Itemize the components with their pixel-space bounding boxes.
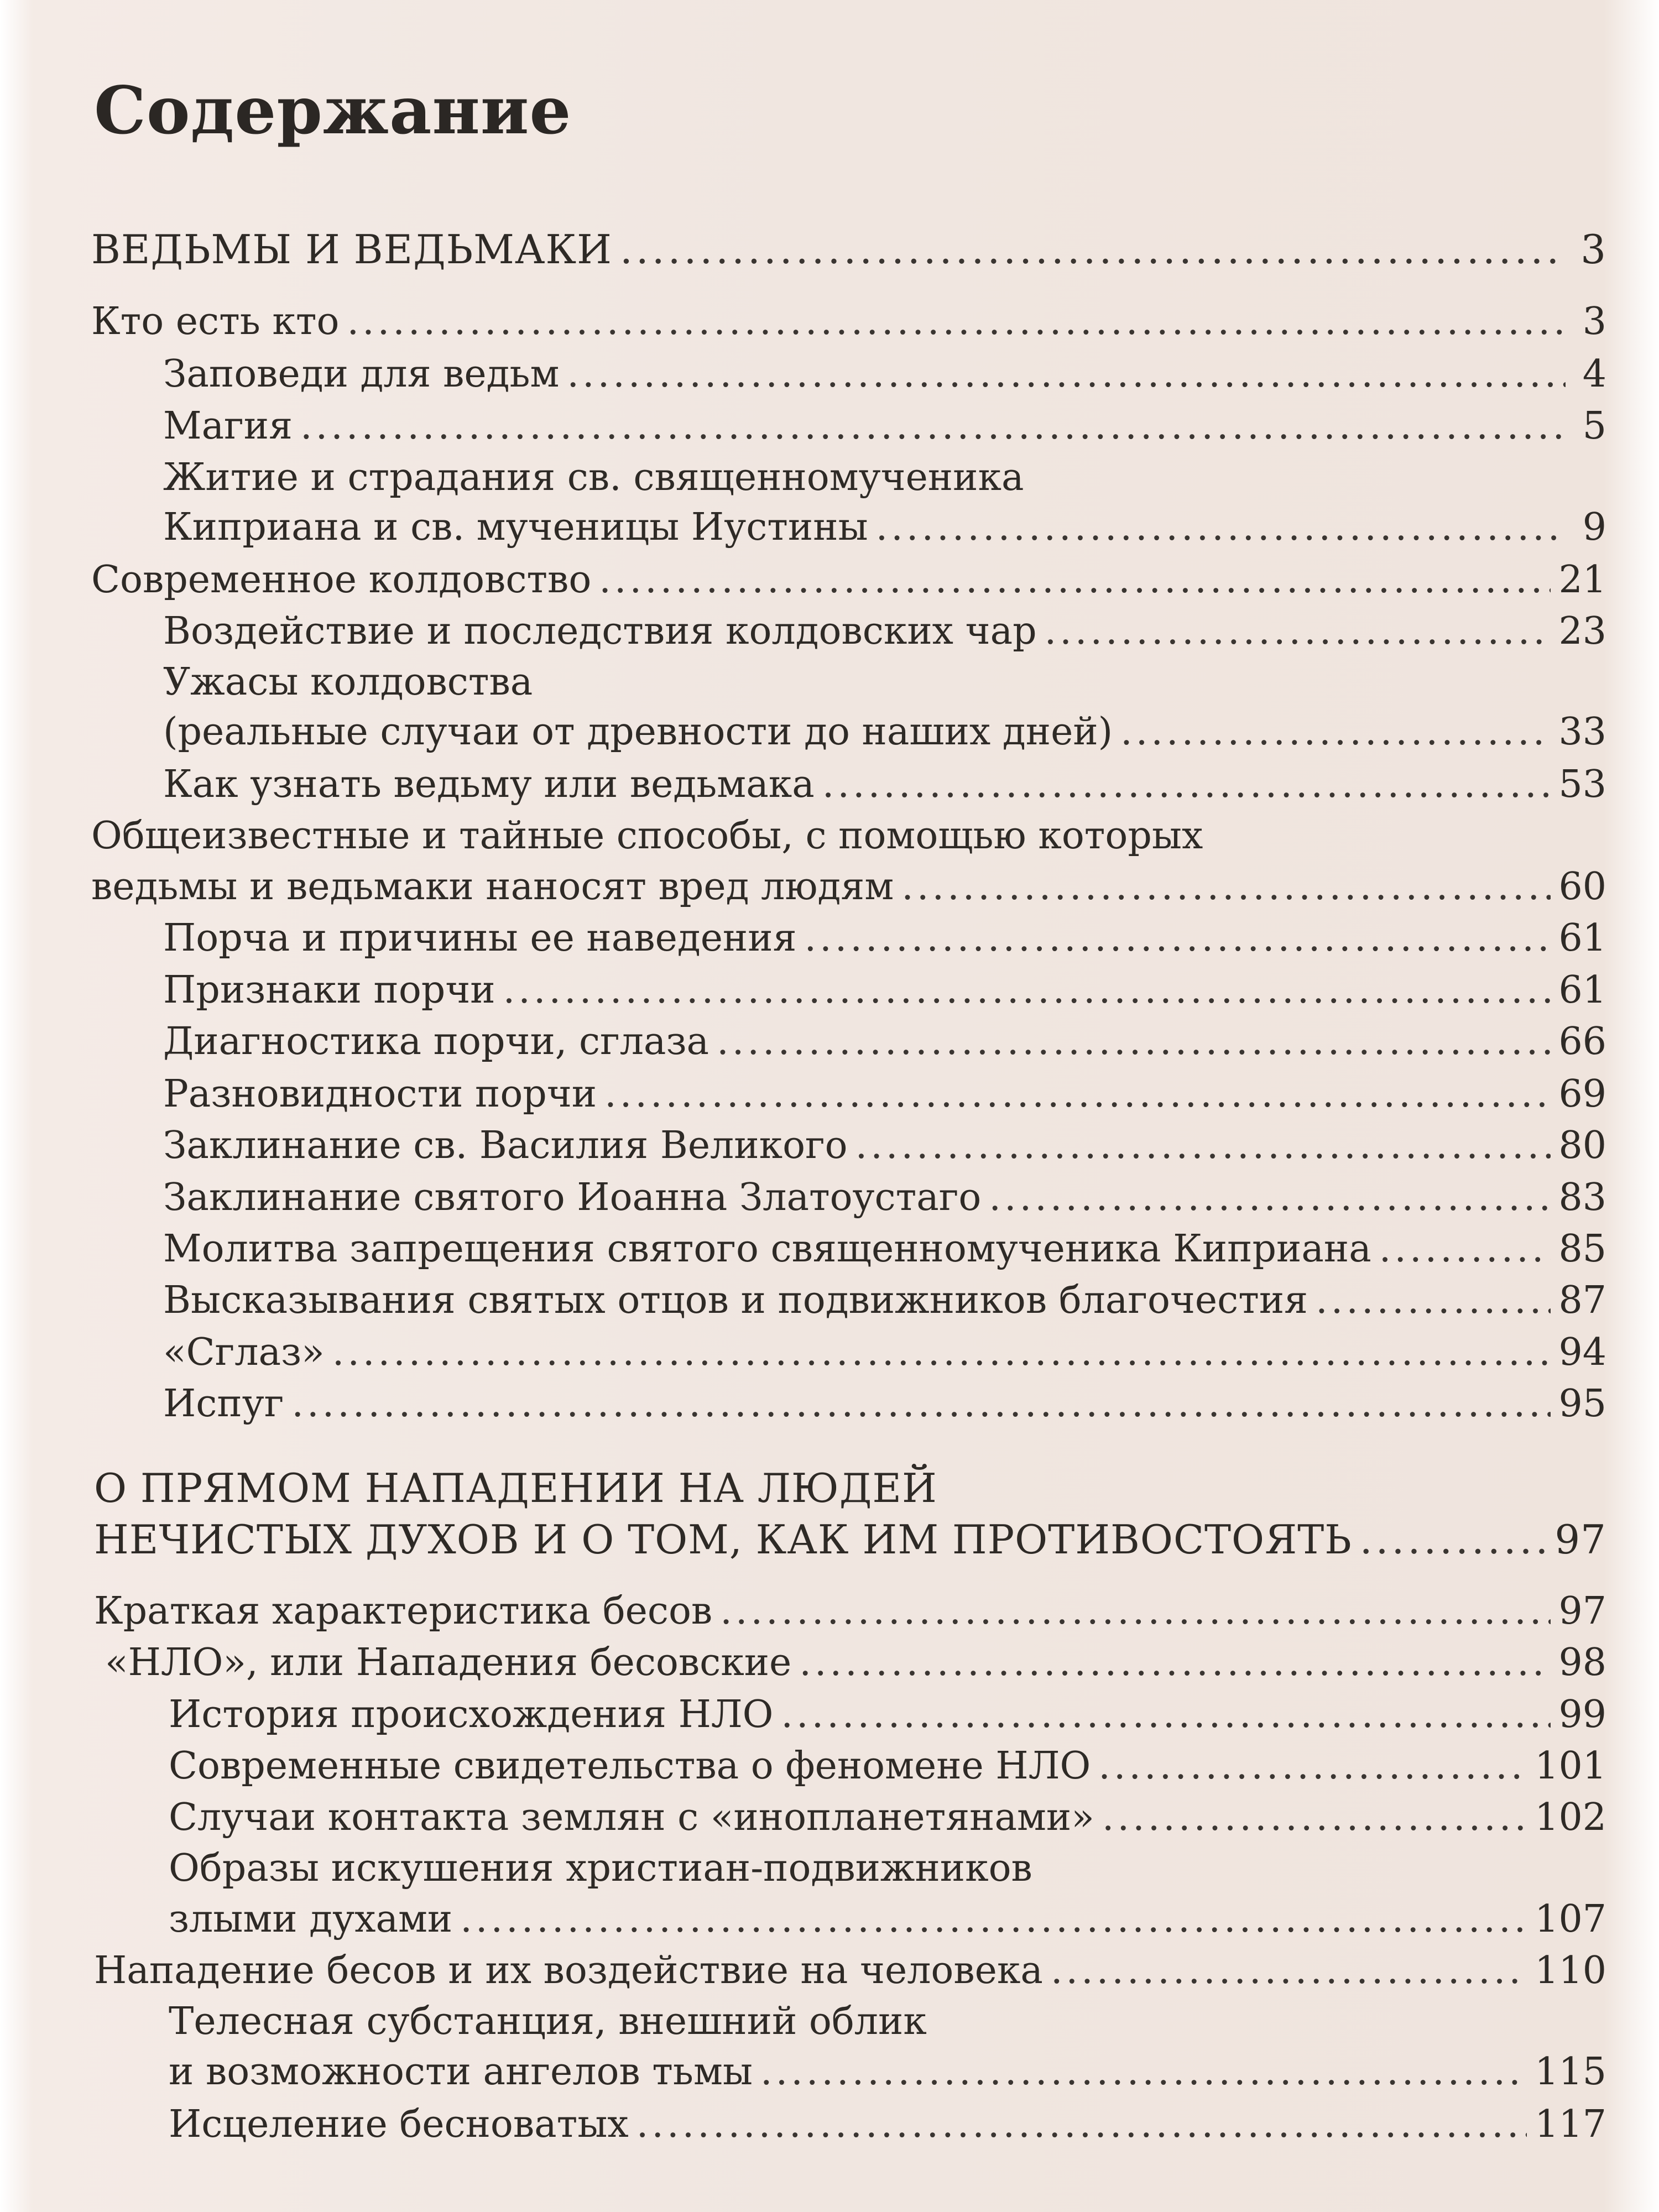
toc-entry-text: злыми духами: [169, 1897, 453, 1941]
toc-entry: [163, 609, 1606, 653]
toc-entry-text: Молитва запрещения святого священномученика Киприана: [163, 1227, 1371, 1271]
toc-entry-first-line: Житие и страдания св. священномученика: [163, 456, 1024, 499]
toc-entry-page: 61: [1558, 968, 1606, 1012]
toc-entry-page: 3: [1582, 300, 1606, 343]
leader-dots: [804, 920, 1551, 957]
toc-entry: [91, 300, 1606, 343]
toc-entry: [163, 1176, 1606, 1219]
toc-entry-text: Как узнать ведьму или ведьмака: [163, 763, 815, 806]
toc-entry-page: 97: [1558, 1589, 1606, 1633]
toc-entry-text: Порча и причины ее наведения: [163, 916, 797, 960]
toc-entry-page: 97: [1554, 1516, 1606, 1563]
toc-entry: [91, 558, 1606, 602]
toc-entry-text: (реальные случаи от древности до наших дней): [163, 710, 1113, 754]
leader-dots: [989, 1179, 1551, 1217]
toc-entry-page: 21: [1558, 558, 1606, 602]
toc-entry-page: 60: [1558, 865, 1606, 909]
toc-entry: [94, 1589, 1606, 1633]
toc-entry-text: Современные свидетельства о феномене НЛО: [169, 1744, 1091, 1788]
toc-entry: [163, 1227, 1606, 1271]
leader-dots: [1098, 1747, 1527, 1785]
toc-entry: [163, 1382, 1606, 1426]
toc-entry-page: 23: [1558, 609, 1606, 653]
toc-entry-page: 3: [1580, 226, 1606, 273]
leader-dots: [599, 561, 1551, 599]
toc-entry-text: Магия: [163, 404, 293, 448]
toc-entry-text: и возможности ангелов тьмы: [169, 2050, 753, 2094]
toc-entry-text: Диагностика порчи, сглаза: [163, 1020, 709, 1063]
leader-dots: [637, 2106, 1527, 2143]
toc-entry: [169, 1897, 1606, 1941]
toc-entry-text: Заклинание св. Василия Великого: [163, 1124, 848, 1167]
toc-entry: [169, 1693, 1606, 1736]
toc-entry-text: Краткая характеристика бесов: [94, 1589, 713, 1633]
leader-dots: [460, 1901, 1527, 1938]
toc-entry-text: Киприана и св. мученицы Иустины: [163, 505, 868, 549]
toc-entry: [163, 1124, 1606, 1167]
toc-entry-text: Признаки порчи: [163, 968, 495, 1012]
leader-dots: [291, 1385, 1551, 1423]
toc-entry: [163, 710, 1606, 754]
toc-entry-first-line: Общеизвестные и тайные способы, с помощью которых: [91, 814, 1203, 858]
toc-entry-page: 66: [1558, 1020, 1606, 1063]
toc-entry-page: 33: [1558, 710, 1606, 754]
leader-dots: [1051, 1952, 1527, 1990]
toc-entry-page: 115: [1535, 2050, 1606, 2094]
toc-entry-text: «Сглаз»: [163, 1331, 325, 1374]
toc-entry-text: Исцеление бесноватых: [169, 2103, 629, 2146]
toc-entry-page: 85: [1558, 1227, 1606, 1271]
toc-entry-text: Испуг: [163, 1382, 284, 1426]
toc-entry-first-line: Образы искушения христиан-подвижников: [169, 1846, 1032, 1890]
toc-entry: [91, 226, 1606, 273]
toc-entry-text: Кто есть кто: [91, 300, 340, 343]
leader-dots: [1316, 1282, 1551, 1319]
toc-entry-text: ВЕДЬМЫ И ВЕДЬМАКИ: [91, 226, 612, 273]
leader-dots: [620, 229, 1566, 269]
leader-dots: [1379, 1230, 1551, 1268]
toc-entry: [94, 1949, 1606, 1992]
leader-dots: [300, 408, 1566, 445]
toc-entry-page: 5: [1582, 404, 1606, 448]
toc-entry: [163, 763, 1606, 806]
toc-entry-page: 101: [1535, 1744, 1606, 1788]
toc-entry: [163, 505, 1606, 549]
toc-entry-text: Современное колдовство: [91, 558, 592, 602]
toc-entry-text: Нападение бесов и их воздействие на человека: [94, 1949, 1043, 1992]
toc-entry-page: 9: [1582, 505, 1606, 549]
toc-entry: [163, 352, 1606, 396]
toc-entry-text: Случаи контакта землян с «инопланетянами»: [169, 1796, 1094, 1839]
leader-dots: [781, 1696, 1551, 1734]
leader-dots: [503, 972, 1551, 1009]
toc-entry-first-line: Ужасы колдовства: [163, 660, 533, 704]
toc-entry-text: НЕЧИСТЫХ ДУХОВ И О ТОМ, КАК ИМ ПРОТИВОСТОЯТЬ: [94, 1516, 1352, 1563]
toc-entry-page: 99: [1558, 1693, 1606, 1736]
toc-entry: [163, 1331, 1606, 1374]
toc-entry-page: 94: [1558, 1331, 1606, 1374]
leader-dots: [799, 1644, 1551, 1682]
toc-entry-text: История происхождения НЛО: [169, 1693, 774, 1736]
toc-entry-page: 80: [1558, 1124, 1606, 1167]
toc-entry-text: ведьмы и ведьмаки наносят вред людям: [91, 865, 894, 909]
leader-dots: [567, 356, 1566, 393]
toc-entry: [163, 1279, 1606, 1322]
toc-entry-first-line: О ПРЯМОМ НАПАДЕНИИ НА ЛЮДЕЙ: [94, 1465, 937, 1511]
page-title: Содержание: [94, 72, 572, 149]
leader-dots: [855, 1127, 1551, 1165]
toc-entry-page: 53: [1558, 763, 1606, 806]
toc-entry-text: Заповеди для ведьм: [163, 352, 560, 396]
toc-entry-text: Воздействие и последствия колдовских чар: [163, 609, 1037, 653]
toc-entry: [105, 1641, 1606, 1684]
leader-dots: [1045, 613, 1551, 650]
toc-entry-page: 110: [1535, 1949, 1606, 1992]
toc-entry-page: 87: [1558, 1279, 1606, 1322]
toc-entry: [163, 916, 1606, 960]
toc-entry-page: 95: [1558, 1382, 1606, 1426]
leader-dots: [720, 1593, 1551, 1630]
toc-entry-page: 4: [1582, 352, 1606, 396]
toc-entry-text: Высказывания святых отцов и подвижников благочестия: [163, 1279, 1308, 1322]
toc-entry-page: 83: [1558, 1176, 1606, 1219]
leader-dots: [332, 1334, 1551, 1371]
leader-dots: [1102, 1799, 1527, 1837]
toc-entry-text: Заклинание святого Иоанна Златоустаго: [163, 1176, 982, 1219]
toc-entry: [169, 1796, 1606, 1839]
toc-entry: [163, 968, 1606, 1012]
leader-dots: [822, 766, 1551, 804]
toc-entry-page: 98: [1558, 1641, 1606, 1684]
leader-dots: [876, 509, 1566, 546]
leader-dots: [760, 2053, 1527, 2091]
toc-entry-page: 61: [1558, 916, 1606, 960]
toc-entry-page: 117: [1535, 2103, 1606, 2146]
toc-entry-text: Разновидности порчи: [163, 1072, 597, 1116]
toc-entry-page: 107: [1535, 1897, 1606, 1941]
leader-dots: [901, 868, 1551, 906]
toc-entry: [91, 865, 1606, 909]
toc-entry: [94, 1516, 1606, 1563]
toc-entry: [163, 404, 1606, 448]
leader-dots: [1120, 713, 1551, 751]
toc-entry-page: 102: [1535, 1796, 1606, 1839]
toc-entry: [169, 1744, 1606, 1788]
leader-dots: [604, 1076, 1551, 1113]
toc-entry: [163, 1020, 1606, 1063]
toc-entry-text: «НЛО», или Нападения бесовские: [105, 1641, 792, 1684]
leader-dots: [717, 1023, 1551, 1061]
toc-entry: [163, 1072, 1606, 1116]
toc-entry-first-line: Телесная субстанция, внешний облик: [169, 2000, 927, 2043]
toc-entry: [169, 2050, 1606, 2094]
leader-dots: [347, 303, 1566, 341]
toc-entry-page: 69: [1558, 1072, 1606, 1116]
toc-entry: [169, 2103, 1606, 2146]
leader-dots: [1360, 1520, 1547, 1559]
